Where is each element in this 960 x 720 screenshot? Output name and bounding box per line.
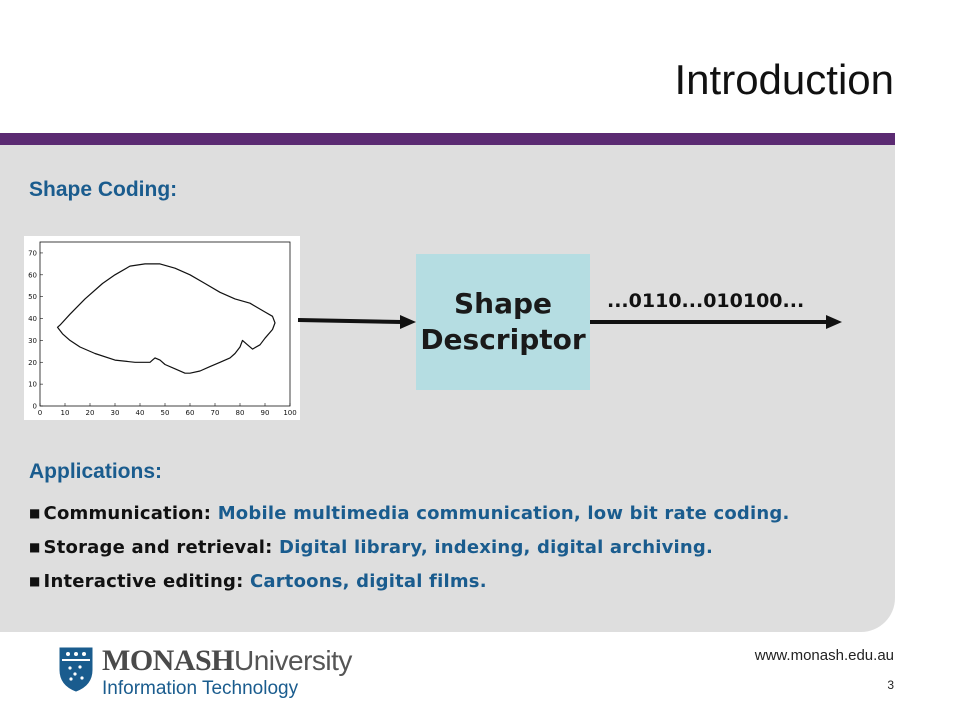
application-term: Interactive editing: — [43, 571, 244, 592]
y-tick-label: 50 — [28, 293, 37, 302]
applications-list — [29, 503, 790, 605]
x-tick-label: 20 — [85, 409, 95, 417]
y-tick-label: 60 — [28, 271, 37, 280]
plot-background — [24, 236, 300, 420]
bullet-square-icon: ■ — [29, 540, 41, 554]
arrow-to-descriptor — [296, 310, 418, 336]
contour-plot — [24, 236, 300, 420]
logo-monash-text: MONASH — [102, 644, 234, 677]
x-tick-label: 100 — [283, 409, 297, 417]
x-tick-label: 0 — [37, 409, 43, 417]
footer-url: www.monash.edu.au — [754, 647, 894, 664]
monash-logo — [58, 640, 378, 702]
title-divider-bar — [0, 133, 895, 145]
x-tick-label: 60 — [185, 409, 195, 417]
page-number: 3 — [887, 678, 894, 692]
application-term: Storage and retrieval: — [43, 537, 273, 558]
logo-wordmark — [102, 644, 352, 678]
application-description: Digital library, indexing, digital archiving. — [279, 537, 714, 558]
y-tick-label: 20 — [28, 358, 37, 367]
y-tick-label: 0 — [32, 402, 37, 411]
y-tick-label: 30 — [28, 336, 37, 345]
x-tick-label: 70 — [210, 409, 220, 417]
logo-university-text: University — [234, 645, 352, 676]
list-item — [29, 503, 790, 525]
x-tick-label: 90 — [260, 409, 270, 417]
y-tick-label: 10 — [28, 380, 37, 389]
arrow-to-bitstream — [588, 309, 846, 335]
application-description: Mobile multimedia communication, low bit rate coding. — [217, 503, 790, 524]
applications-heading: Applications: — [29, 460, 163, 483]
y-tick-label: 40 — [28, 315, 37, 324]
y-tick-label: 70 — [28, 249, 37, 258]
x-tick-label: 10 — [60, 409, 70, 417]
application-term: Communication: — [43, 503, 212, 524]
monash-crest-icon — [58, 646, 94, 692]
shape-descriptor-box: Shape Descriptor — [416, 254, 590, 390]
x-tick-label: 40 — [135, 409, 145, 417]
shape-coding-heading: Shape Coding: — [29, 178, 178, 201]
application-description: Cartoons, digital films. — [249, 571, 487, 592]
bitstream-text: ...0110...010100... — [607, 290, 805, 312]
x-tick-label: 80 — [235, 409, 245, 417]
contour-plot-svg — [24, 236, 300, 420]
bullet-square-icon: ■ — [29, 506, 41, 520]
bullet-square-icon: ■ — [29, 574, 41, 588]
logo-unit-text: Information Technology — [102, 678, 299, 699]
slide-title: Introduction — [674, 56, 894, 103]
list-item — [29, 537, 790, 559]
x-tick-label: 30 — [110, 409, 120, 417]
list-item — [29, 571, 790, 593]
x-tick-label: 50 — [160, 409, 170, 417]
